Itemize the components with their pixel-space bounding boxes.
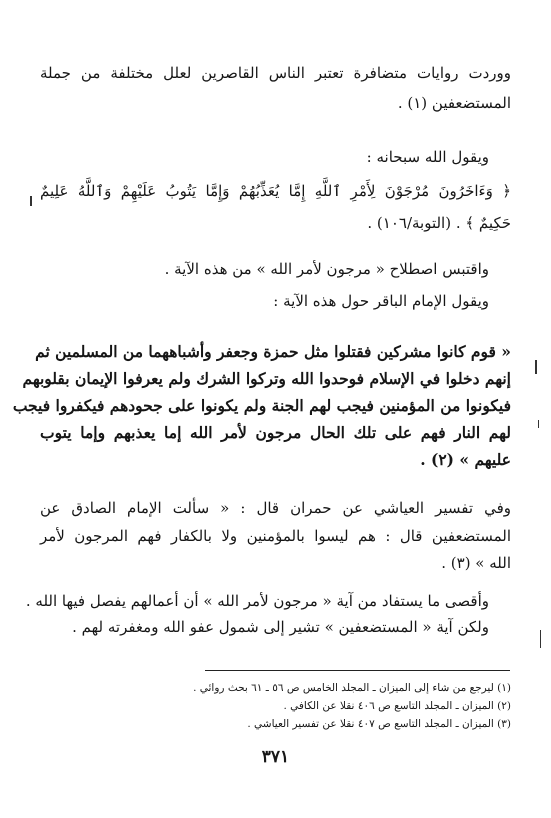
footnote-1: (١) ليرجع من شاء إلى الميزان ـ المجلد الخامس ص ٥٦ ـ ٦١ بحث روائي .	[193, 682, 511, 694]
paragraph-5-line-2: المستضعفين قال : هم ليسوا بالمؤمنين ولا بالكفار فهم المرجون لأمر	[40, 527, 511, 545]
page-number: ٣٧١	[261, 747, 290, 767]
quote-line-2: إنهم دخلوا في الإسلام فوحدوا الله وتركوا الشرك ولم يعرفوا الإيمان بقلوبهم	[22, 369, 511, 388]
quote-line-3: فيكونوا من المؤمنين فيجب لهم الجنة ولم يكونوا على جحودهم فيكفروا فيجب	[12, 396, 511, 415]
paragraph-4: ويقول الإمام الباقر حول هذه الآية :	[273, 292, 489, 310]
paragraph-5-line-1: وفي تفسير العياشي عن حمران قال : « سألت الإمام الصادق عن	[40, 499, 511, 517]
quran-verse-line-1: ﴿ وَءَاخَرُونَ مُرْجَوْنَ لِأَمْرِ ٱللَّهِ إِمَّا يُعَذِّبُهُمْ وَإِمَّا يَتُوبُ عَلَيْهِمْ وَٱللَّهُ عَلِيمٌ	[40, 182, 511, 200]
footnote-divider	[205, 670, 510, 671]
paragraph-6-line-2: ولكن آية « المستضعفين » تشير إلى شمول عفو الله ومغفرته لهم .	[72, 618, 489, 636]
paragraph-5-line-3: الله » (٣) .	[441, 554, 511, 572]
quran-verse-line-2: حَكِيمٌ ﴾ . (التوبة/١٠٦) .	[367, 214, 511, 232]
quote-line-4: لهم النار فهم على تلك الحال مرجون لأمر الله إما يعذبهم وإما يتوب	[40, 423, 511, 442]
paragraph-1-line-2: المستضعفين (١) .	[397, 94, 511, 112]
scan-mark-left	[30, 196, 32, 206]
quote-line-1: « قوم كانوا مشركين فقتلوا مثل حمزة وجعفر وأشباههما من المسلمين ثم	[35, 342, 511, 361]
scan-mark-right	[535, 360, 537, 374]
paragraph-2: ويقول الله سبحانه :	[366, 148, 489, 166]
paragraph-6-line-1: وأقصى ما يستفاد من آية « مرجون لأمر الله » أن أعمالهم يفصل فيها الله .	[25, 592, 489, 610]
paragraph-1-line-1: ووردت روايات متضافرة تعتبر الناس القاصرين لعلل مختلفة من جملة	[40, 64, 511, 82]
footnote-2: (٢) الميزان ـ المجلد التاسع ص ٤٠٦ نقلا عن الكافي .	[283, 700, 511, 712]
quote-line-5: عليهم » (٢) .	[420, 450, 511, 469]
paragraph-3: واقتبس اصطلاح « مرجون لأمر الله » من هذه الآية .	[164, 260, 489, 278]
scan-mark-bottom-right	[540, 630, 541, 648]
scan-mark-right-small	[538, 420, 539, 428]
footnote-3: (٣) الميزان ـ المجلد التاسع ص ٤٠٧ نقلا عن تفسير العياشي .	[247, 718, 511, 730]
